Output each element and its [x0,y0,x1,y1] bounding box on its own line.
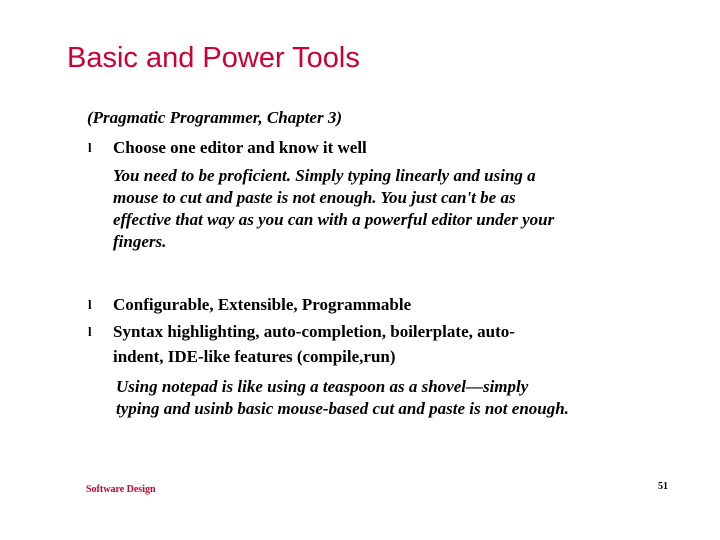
bullet-text: indent, IDE-like features (compile,run) [113,347,396,366]
paragraph-line: fingers. [113,232,167,251]
bullet-text: Syntax highlighting, auto-completion, boilerplate, auto- [113,322,515,341]
paragraph-line: Using notepad is like using a teaspoon as a shovel—simply [116,377,529,396]
footer-label: Software Design [86,484,156,495]
slide-title: Basic and Power Tools [67,42,360,74]
italic-paragraph [113,165,554,253]
paragraph-line: effective that way as you can with a powerful editor under your [113,210,555,229]
bullet-icon: l [88,297,92,312]
bullet-text: Choose one editor and know it well [113,138,367,157]
italic-paragraph [116,376,569,420]
paragraph-line: You need to be proficient. Simply typing linearly and using a [113,166,536,185]
slide-subtitle: (Pragmatic Programmer, Chapter 3) [87,108,342,127]
bullet-text: Configurable, Extensible, Programmable [113,295,412,314]
page-number: 51 [658,481,668,492]
paragraph-line: mouse to cut and paste is not enough. You just can't be as [113,188,516,207]
bullet-icon: l [88,140,92,155]
paragraph-line: typing and usinb basic mouse-based cut and paste is not enough. [116,399,569,418]
bullet-icon: l [88,324,92,339]
